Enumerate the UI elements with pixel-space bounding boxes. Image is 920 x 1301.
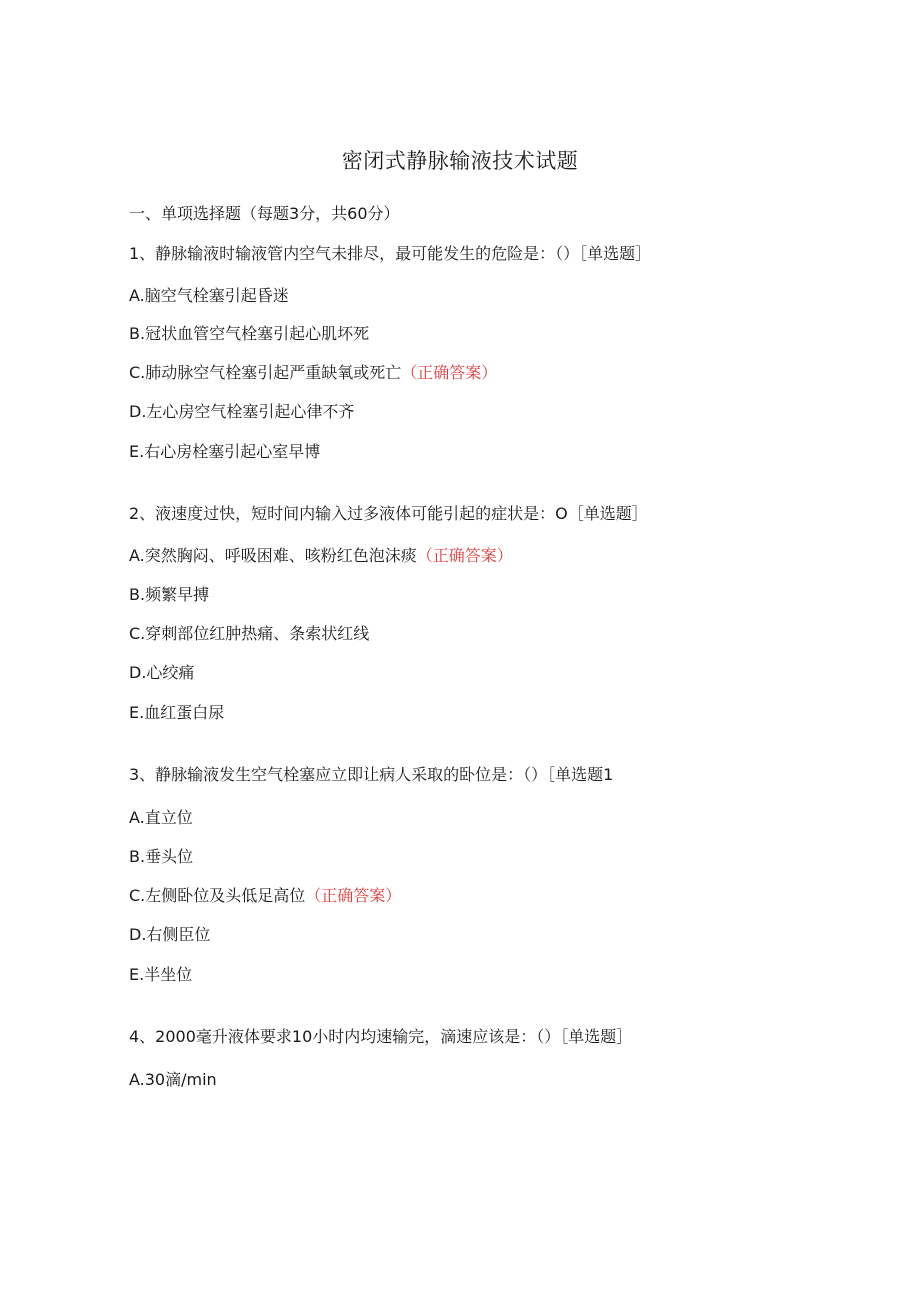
question-2-option-a: A.突然胸闷、呼吸困难、咳粉红色泡沫痰（正确答案） [129, 546, 513, 565]
question-1-option-b: B.冠状血管空气栓塞引起心肌坏死 [129, 324, 370, 343]
correct-answer-mark: （正确答案） [401, 363, 498, 382]
question-2-option-c: C.穿刺部位红肿热痛、条索状红线 [129, 624, 370, 643]
correct-answer-mark: （正确答案） [416, 546, 513, 565]
question-3-option-b: B.垂头位 [129, 847, 194, 866]
question-1-option-e: E.右心房栓塞引起心室早博 [129, 442, 321, 461]
question-2-option-e: E.血红蛋白尿 [129, 703, 225, 722]
question-3-stem: 3、静脉输液发生空气栓塞应立即让病人采取的卧位是：（）［单选题1 [129, 765, 614, 784]
page-title: 密闭式静脉输液技术试题 [341, 149, 579, 173]
correct-answer-mark: （正确答案） [305, 886, 402, 905]
question-3-option-d: D.右侧臣位 [129, 925, 211, 944]
question-1-option-a: A.脑空气栓塞引起昏迷 [129, 286, 289, 305]
question-1-option-d: D.左心房空气栓塞引起心律不齐 [129, 402, 355, 421]
question-2-option-b: B.频繁早搏 [129, 585, 210, 604]
question-1-stem: 1、静脉输液时输液管内空气未排尽，最可能发生的危险是：（）［单选题］ [129, 244, 652, 263]
question-3-option-a: A.直立位 [129, 808, 193, 827]
question-4-stem: 4、2000毫升液体要求10小时内均速输完，滴速应该是：（）［单选题］ [129, 1027, 633, 1046]
question-3-option-e: E.半坐位 [129, 965, 193, 984]
section-heading: 一、单项选择题（每题3分，共60分） [129, 204, 400, 223]
question-1-option-c: C.肺动脉空气栓塞引起严重缺氧或死亡（正确答案） [129, 363, 498, 382]
question-2-stem: 2、液速度过快，短时间内输入过多液体可能引起的症状是：O［单选题］ [129, 504, 648, 523]
question-3-option-c: C.左侧卧位及头低足高位（正确答案） [129, 886, 402, 905]
question-2-option-d: D.心绞痛 [129, 663, 195, 682]
question-4-option-a: A.30滴/min [129, 1070, 217, 1089]
